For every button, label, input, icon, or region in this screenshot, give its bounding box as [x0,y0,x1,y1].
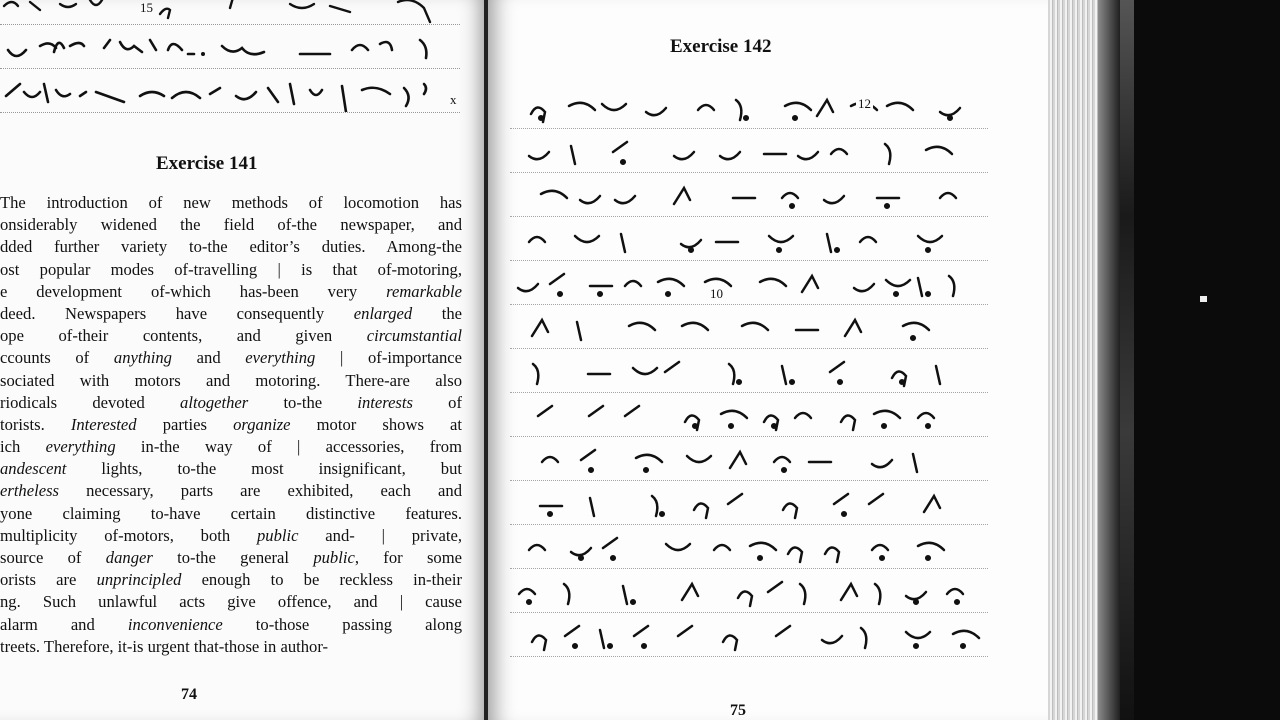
shorthand-strokes [510,616,988,656]
shorthand-dot [926,292,930,296]
shorthand-stroke [861,628,866,648]
text-line [0,281,462,303]
shorthand-stroke [698,105,714,110]
text-segment: dded further variety to-the editor’s duties. Among-the [0,237,462,257]
text-segment: to-those passing along [222,614,462,634]
shorthand-dot [729,424,733,428]
text-segment: The introduction of new methods of locomotion has [0,193,462,212]
text-line [0,547,462,569]
shorthand-stroke [841,584,857,600]
shorthand-stroke [750,543,776,550]
text-line [0,525,462,547]
shorthand-stroke [575,236,599,242]
shorthand-stroke [869,494,883,504]
shorthand-stroke [845,320,861,336]
exercise-title: Exercise 141 [156,153,258,174]
italic-word: public [313,548,355,567]
shorthand-row [510,572,988,613]
shorthand-row [0,28,460,69]
shorthand-stroke [800,584,805,604]
text-segment: source of [0,548,106,567]
shorthand-stroke [529,237,545,242]
text-line [0,392,462,414]
text-segment: ost popular modes of-travelling | is that of-motoring, [0,259,462,279]
shorthand-stroke [529,545,545,550]
shorthand-dot [782,468,786,472]
shorthand-number: 10 [710,286,723,301]
shorthand-stroke [550,274,564,284]
shorthand-stroke [723,635,737,650]
shorthand-stroke [860,237,876,242]
shorthand-stroke [834,494,848,504]
shorthand-stroke [903,323,929,330]
italic-word: organize [233,414,291,434]
shorthand-dot [608,644,612,648]
shorthand-strokes [510,396,988,436]
shorthand-dot [631,600,635,604]
shorthand-dot [744,116,748,120]
shorthand-dot [793,116,797,120]
shorthand-stroke [694,503,708,518]
shorthand-stroke [633,368,657,374]
italic-word: interests [357,392,413,412]
shorthand-dot [914,644,918,648]
exercise-text [0,192,462,658]
shorthand-stroke [600,630,604,648]
text-segment: ope of-their contents, and given [0,326,367,346]
text-line [0,259,462,281]
text-segment: sociated with motors and motoring. There-are also [0,370,462,390]
shorthand-dot [693,424,697,428]
text-line [0,347,462,369]
shorthand-strokes [510,88,988,128]
shorthand-dot [644,468,648,472]
italic-word: public [257,525,299,545]
shorthand-row [510,616,988,657]
shorthand-dot [558,292,562,296]
italic-word: ertheless [0,481,59,501]
shorthand-dot [948,116,952,120]
shorthand-stroke [825,547,839,562]
shorthand-stroke [906,592,926,599]
text-segment: riodicals devoted [0,392,181,412]
text-line [0,236,462,258]
italic-word: circumstantial [366,326,462,346]
shorthand-stroke [918,543,944,550]
shorthand-stroke [615,196,635,203]
shorthand-row [510,528,988,569]
shorthand-strokes [510,572,988,612]
shorthand-stroke [565,626,579,636]
shorthand-row [510,484,988,525]
background [1120,0,1280,720]
exercise-title: Exercise 142 [670,36,772,57]
text-line [0,370,462,392]
shorthand-stroke [949,276,954,296]
shorthand-stroke [827,234,831,252]
shorthand-stroke [788,547,802,562]
shorthand-stroke [728,494,742,504]
text-line [0,303,462,325]
italic-word: enlarged [353,303,413,323]
shorthand-stroke [782,193,798,198]
shorthand-dot [642,644,646,648]
shorthand-stroke [571,548,591,555]
shorthand-strokes [510,484,988,524]
text-segment: necessary, parts are exhibited, each and [59,481,462,501]
shorthand-stroke [817,100,833,116]
shorthand-row [510,352,988,393]
shorthand-stroke [782,366,786,384]
shorthand-strokes [510,528,988,568]
shorthand-stroke [589,406,603,416]
text-segment: yone claiming to-have certain distinctive features. [0,503,462,523]
shorthand-dot [835,248,839,252]
shorthand-dot [790,204,794,208]
shorthand-dot [611,556,615,560]
text-segment: onsiderably widened the field of-the newspaper, and [0,215,462,235]
text-segment: to-the general [152,548,314,567]
shorthand-stroke [885,144,890,164]
text-line [0,636,462,658]
text-segment: ich [0,437,46,457]
text-segment: e development of-which has-been very [0,281,387,301]
shorthand-stroke [721,411,747,418]
shorthand-dot [527,600,531,604]
text-segment: enough to be reckless in-their [181,570,462,590]
shorthand-stroke [532,320,548,336]
shorthand-stroke [872,545,888,550]
shorthand-row [510,264,988,305]
shorthand-stroke [913,454,917,472]
shorthand-row [510,176,988,217]
shorthand-stroke [769,236,793,242]
text-line [0,569,462,591]
shorthand-stroke [760,279,786,286]
italic-word: everything [45,437,116,457]
shorthand-stroke [918,413,934,418]
shorthand-strokes [510,132,988,172]
shorthand-row [0,0,460,25]
text-segment: ccounts of [0,348,114,368]
shorthand-dot [955,600,959,604]
shorthand-stroke [906,632,930,638]
shorthand-stroke [918,278,922,296]
shorthand-stroke [875,584,880,604]
shorthand-stroke [926,147,952,154]
shorthand-stroke [736,100,741,120]
text-segment: | of-importance [315,348,462,368]
shorthand-dot [838,380,842,384]
shorthand-stroke [602,104,626,110]
shorthand-stroke [802,276,818,292]
shorthand-stroke [518,284,538,291]
shorthand-stroke [542,457,558,462]
shorthand-stroke [681,240,701,247]
text-segment: motor shows at [290,414,462,434]
shorthand-dot [598,292,602,296]
text-line [0,503,462,525]
shorthand-stroke [621,234,625,252]
shorthand-stroke [936,366,940,384]
shorthand-stroke [714,545,730,550]
shorthand-dot [573,644,577,648]
italic-word: everything [245,348,316,368]
shorthand-dot [926,424,930,428]
shorthand-stroke [830,362,844,372]
shorthand-strokes [510,176,988,216]
shorthand-stroke [795,413,811,418]
text-line [0,436,462,458]
text-segment: the [412,303,462,323]
shorthand-row [510,88,988,129]
shorthand-dot [660,512,664,516]
shorthand-stroke [874,411,900,418]
shorthand-dot [926,556,930,560]
shorthand-stroke [580,196,600,203]
shorthand-stroke [705,279,731,286]
shorthand-stroke [625,406,639,416]
text-segment: alarm and [0,614,128,634]
shorthand-stroke [678,626,692,636]
text-segment: parties [136,414,234,434]
text-line [0,325,462,347]
shorthand-stroke [571,146,575,164]
shorthand-stroke [886,280,910,286]
shorthand-row [510,440,988,481]
shorthand-stroke [730,452,746,468]
shorthand-stroke [720,152,740,159]
shorthand-stroke [918,236,942,242]
shorthand-dot [548,512,552,516]
shorthand-stroke [682,584,698,600]
shorthand-stroke [532,635,546,650]
shorthand-stroke [658,279,684,286]
shorthand-dot [914,600,918,604]
shorthand-stroke [590,498,594,516]
shorthand-stroke [564,584,569,604]
shorthand-row [510,308,988,349]
shorthand-stroke [831,149,847,154]
shorthand-stroke [623,586,627,604]
shorthand-stroke [634,626,648,636]
shorthand-stroke [674,152,694,159]
shorthand-stroke [629,323,655,330]
shorthand-dot [882,424,886,428]
italic-word: danger [105,548,153,567]
page-edges-shadow [1098,0,1120,720]
shorthand-dot [777,248,781,252]
italic-word: remarkable [386,281,462,301]
text-segment: , for some [354,548,462,567]
text-line [0,214,462,236]
shorthand-stroke [924,496,940,512]
shorthand-strokes [510,220,988,260]
shorthand-stroke [682,323,708,330]
shorthand-stroke [581,450,595,460]
shorthand-stroke [783,503,797,518]
shorthand-stroke [687,456,711,462]
shorthand-stroke [822,636,842,643]
shorthand-stroke [533,364,538,384]
shorthand-stroke [947,589,963,594]
italic-word: andescent [0,459,67,479]
text-segment: in-the way of | accessories, from [115,437,462,457]
shorthand-stroke [940,193,956,198]
shorthand-dot [737,380,741,384]
cover-edge [1120,0,1134,720]
italic-word: Interested [70,414,137,434]
shorthand-stroke [774,457,790,462]
text-segment: deed. Newspapers have consequently [0,303,354,323]
shorthand-dot [621,160,625,164]
shorthand-dot [900,380,904,384]
shorthand-dot [911,336,915,340]
text-line [0,458,462,480]
shorthand-dot [689,248,693,252]
shorthand-strokes [510,264,988,304]
shorthand-stroke [646,108,666,115]
shorthand-stroke [841,415,855,430]
text-segment: ng. Such unlawful acts give offence, and | cause [0,592,462,612]
text-line [0,614,462,636]
text-segment: and- | private, [298,525,462,545]
italic-word: anything [113,348,172,368]
shorthand-stroke [872,460,892,467]
shorthand-stroke [798,152,818,159]
svg-text:x: x [450,92,457,107]
shorthand-strokes [0,0,460,24]
text-line [0,480,462,502]
text-segment: orists are [0,570,97,590]
shorthand-strokes [0,28,460,68]
text-segment: treets. Therefore, it-is urgent that-those in author- [0,636,329,656]
text-segment: multiplicity of-motors, both [0,525,257,545]
shorthand-strokes [510,352,988,392]
shorthand-stroke [625,281,641,286]
text-segment: and [171,348,246,368]
shorthand-stroke [674,188,690,204]
italic-word: unprincipled [96,570,182,590]
light-glint [1200,296,1207,302]
shorthand-stroke [729,364,734,384]
shorthand-dot [589,468,593,472]
shorthand-stroke [854,284,874,291]
shorthand-stroke [738,591,752,606]
shorthand-stroke [665,362,679,372]
shorthand-stroke [538,406,552,416]
shorthand-dot [842,512,846,516]
shorthand-stroke [541,191,567,198]
shorthand-stroke [953,631,979,638]
shorthand-strokes [510,440,988,480]
shorthand-dot [885,204,889,208]
text-line [0,192,462,214]
shorthand-dot [666,292,670,296]
text-segment: to-the [248,392,358,412]
shorthand-dot [894,292,898,296]
shorthand-stroke [636,455,662,462]
shorthand-dot [880,556,884,560]
shorthand-stroke [887,103,913,110]
shorthand-dot [790,380,794,384]
shorthand-number: 15 [140,0,153,15]
shorthand-stroke [742,323,768,330]
shorthand-stroke [613,142,627,152]
shorthand-dot [772,424,776,428]
shorthand-dot [579,556,583,560]
shorthand-stroke [529,152,549,159]
shorthand-stroke [824,196,844,203]
shorthand-stroke [785,103,811,110]
shorthand-strokes [0,72,460,112]
text-line [0,591,462,613]
shorthand-dot [539,116,543,120]
shorthand-number: 12 [858,96,871,111]
shorthand-dot [961,644,965,648]
shorthand-row [510,220,988,261]
text-segment: of [412,392,462,412]
shorthand-stroke [577,322,581,340]
shorthand-stroke [666,544,690,550]
page-number: 74 [181,686,197,703]
shorthand-dot [758,556,762,560]
shorthand-stroke [940,108,960,115]
left-page [0,0,486,720]
shorthand-stroke [603,538,617,548]
shorthand-stroke [519,589,535,594]
shorthand-row [510,396,988,437]
italic-word: altogether [180,392,249,412]
page-number: 75 [730,702,746,719]
shorthand-row [0,72,460,113]
italic-word: inconvenience [127,614,223,634]
shorthand-stroke [768,582,782,592]
text-segment: lights, to-the most insignificant, but [66,459,462,479]
shorthand-dot [926,248,930,252]
text-line [0,414,462,436]
shorthand-stroke [652,496,657,516]
shorthand-stroke [569,103,595,110]
shorthand-strokes [510,308,988,348]
shorthand-stroke [776,626,790,636]
shorthand-row [510,132,988,173]
text-segment: torists. [0,414,71,434]
